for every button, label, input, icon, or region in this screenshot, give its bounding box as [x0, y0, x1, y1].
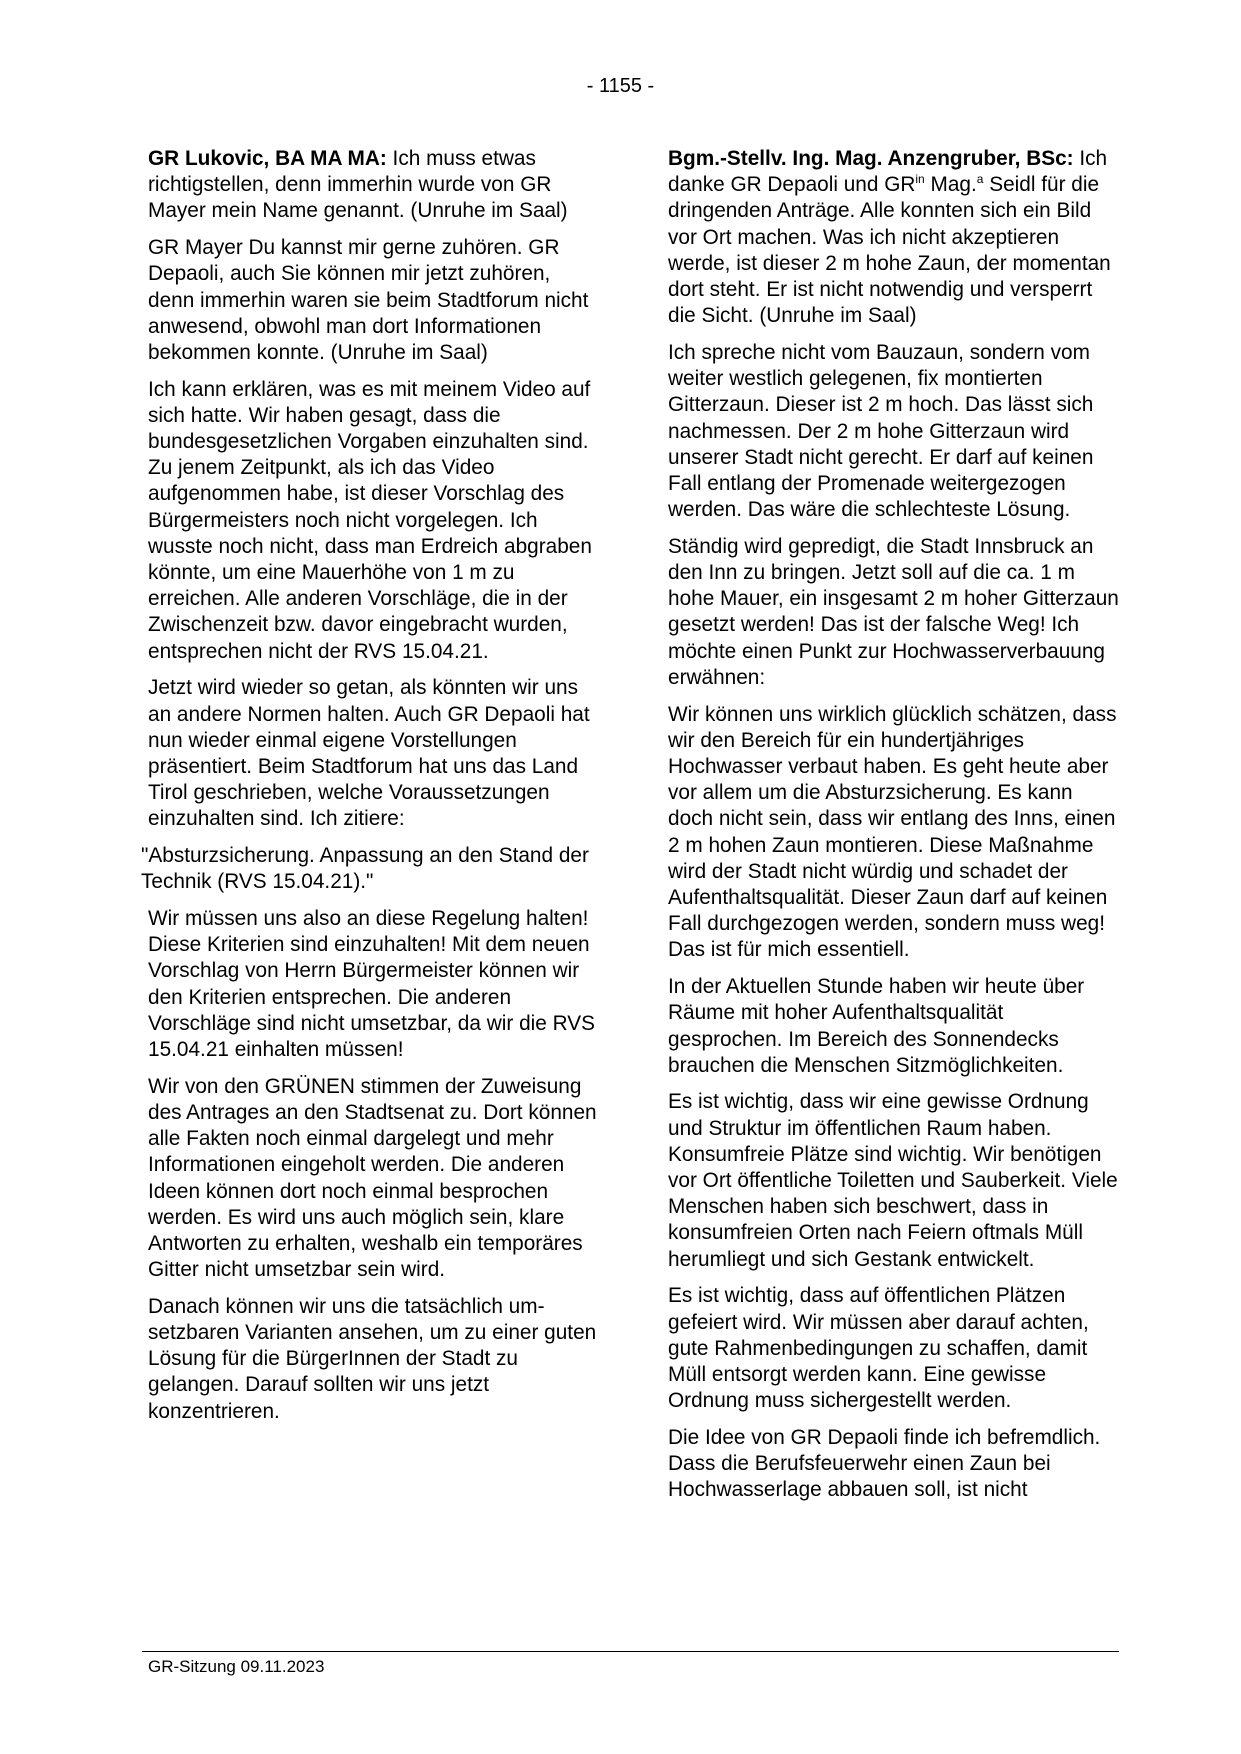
paragraph-text: Ich muss etwas richtigstellen, denn immerhin wurde von GR Mayer mein Name genannt. (Unruhe im Saal): [148, 147, 568, 223]
paragraph: Danach können wir uns die tatsächlich umsetzbaren Varianten ansehen, um zu einer guten Lösung für die BürgerInnen der Stadt zu gelangen. Darauf sollten wir uns jetzt konzentrieren.: [148, 1294, 597, 1423]
paragraph-text: Seidl für die dringenden Anträge. Alle konnten sich ein Bild vor Ort machen. Was ich nicht akzeptieren werde, ist dieser 2 m hohe Zaun, der momentan dort steht. Er ist nicht notwendig und versperrt die Sicht. (Unruhe im Saal): [668, 173, 1111, 328]
paragraph: Ich spreche nicht vom Bauzaun, sondern vom weiter westlich gelegenen, fix montierten Gitterzaun. Dieser ist 2 m hoch. Das lässt sich nachmessen. Der 2 m hohe Gitterzaun wird unserer Stadt nicht gerecht. Er darf auf keinen Fall entlang der Promenade weitergezogen werden. Das wäre die schlechteste Lösung.: [668, 340, 1094, 522]
paragraph-text: Mag.: [924, 173, 977, 197]
paragraph: Die Idee von GR Depaoli finde ich befremdlich. Dass die Berufsfeuerwehr einen Zaun bei Hochwasserlage abbauen soll, ist nicht: [668, 1425, 1101, 1502]
paragraph: GR Mayer Du kannst mir gerne zuhören. GR Depaoli, auch Sie können mir jetzt zuhören, denn immerhin waren sie beim Stadtforum nicht anwesend, obwohl man dort Informationen bekommen konnte. (Unruhe im Saal): [148, 236, 589, 364]
speaker-name: Bgm.-Stellv. Ing. Mag. Anzengruber, BSc:: [668, 147, 1074, 170]
paragraph: Wir können uns wirklich glücklich schätzen, dass wir den Bereich für ein hundertjähriges Hochwasser verbaut haben. Es geht heute aber vor allem um die Absturzsicherung. Es kann doch nicht sein, dass wir entlang des Inns, einen 2 m hohen Zaun montieren. Diese Maßnahme wird der Stadt nicht würdig und schadet der Aufenthaltsqualität. Dieser Zaun darf auf keinen Fall durchgezogen werden, sondern muss weg! Das ist für mich essentiell.: [668, 702, 1117, 962]
left-column: [141, 146, 600, 1435]
quotation: "Absturzsicherung. Anpassung an den Stand der Technik (RVS 15.04.21).": [141, 844, 589, 894]
paragraph: Ständig wird gepredigt, die Stadt Innsbruck an den Inn zu bringen. Jetzt soll auf die ca. 1 m hohe Mauer, ein insgesamt 2 m hoher Gitterzaun gesetzt werden! Das ist der falsche Weg! Ich möchte einen Punkt zur Hochwasserverbauung erwähnen:: [668, 534, 1119, 689]
paragraph: Jetzt wird wieder so getan, als könnten wir uns an andere Normen halten. Auch GR Depaoli hat nun wieder einmal eigene Vorstellungen präsentiert. Beim Stadtforum hat uns das Land Tirol geschrieben, welche Voraussetzungen einzuhalten sind. Ich zitiere:: [148, 676, 590, 831]
paragraph: Wir von den GRÜNEN stimmen der Zuweisung des Antrages an den Stadtsenat zu. Dort können alle Fakten noch einmal dargelegt und mehr Informationen eingeholt werden. Die anderen Ideen können dort noch einmal besprochen werden. Es wird uns auch möglich sein, klare Antworten zu erhalten, weshalb ein temporäres Gitter nicht umsetzbar sein wird.: [148, 1074, 597, 1282]
speaker-name: GR Lukovic, BA MA MA:: [148, 147, 387, 170]
right-column: [668, 146, 1120, 1514]
superscript: a: [976, 172, 984, 187]
paragraph: Wir müssen uns also an diese Regelung halten! Diese Kriterien sind einzuhalten! Mit dem neuen Vorschlag von Herrn Bürgermeister können wir den Kriterien entsprechen. Die anderen Vorschläge sind nicht umsetzbar, da wir die RVS 15.04.21 einhalten müssen!: [148, 906, 595, 1061]
paragraph: [148, 146, 600, 225]
footer-session-date: GR-Sitzung 09.11.2023: [148, 1657, 325, 1676]
page-number: - 1155 -: [586, 75, 655, 97]
paragraph: In der Aktuellen Stunde haben wir heute über Räume mit hoher Aufenthaltsqualität gesprochen. Im Bereich des Sonnendecks brauchen die Menschen Sitzmöglichkeiten.: [668, 975, 1085, 1077]
footer-divider: [142, 1651, 1119, 1652]
paragraph: [668, 146, 1120, 329]
paragraph: Es ist wichtig, dass auf öffentlichen Plätzen gefeiert wird. Wir müssen aber darauf achten, gute Rahmenbedingungen zu schaffen, damit Müll entsorgt werden kann. Eine gewisse Ordnung muss sichergestellt werden.: [668, 1284, 1089, 1413]
paragraph-text: Ich danke GR Depaoli und GR: [668, 147, 1108, 197]
superscript: in: [915, 172, 925, 187]
paragraph: Ich kann erklären, was es mit meinem Video auf sich hatte. Wir haben gesagt, dass die bundesgesetzlichen Vorgaben einzuhalten sind. Zu jenem Zeitpunkt, als ich das Video aufgenommen habe, ist dieser Vorschlag des Bürgermeisters noch nicht vorgelegen. Ich wusste noch nicht, dass man Erdreich abgraben könnte, um eine Mauerhöhe von 1 m zu erreichen. Alle anderen Vorschläge, die in der Zwischenzeit bzw. davor eingebracht wurden, entsprechen nicht der RVS 15.04.21.: [148, 377, 592, 663]
paragraph: Es ist wichtig, dass wir eine gewisse Ordnung und Struktur im öffentlichen Raum haben. Konsumfreie Plätze sind wichtig. Wir benötigen vor Ort öffentliche Toiletten und Sauberkeit. Viele Menschen haben sich beschwert, dass in konsumfreien Orten nach Feiern oftmals Müll herumliegt und sich Gestank entwickelt.: [668, 1090, 1118, 1271]
